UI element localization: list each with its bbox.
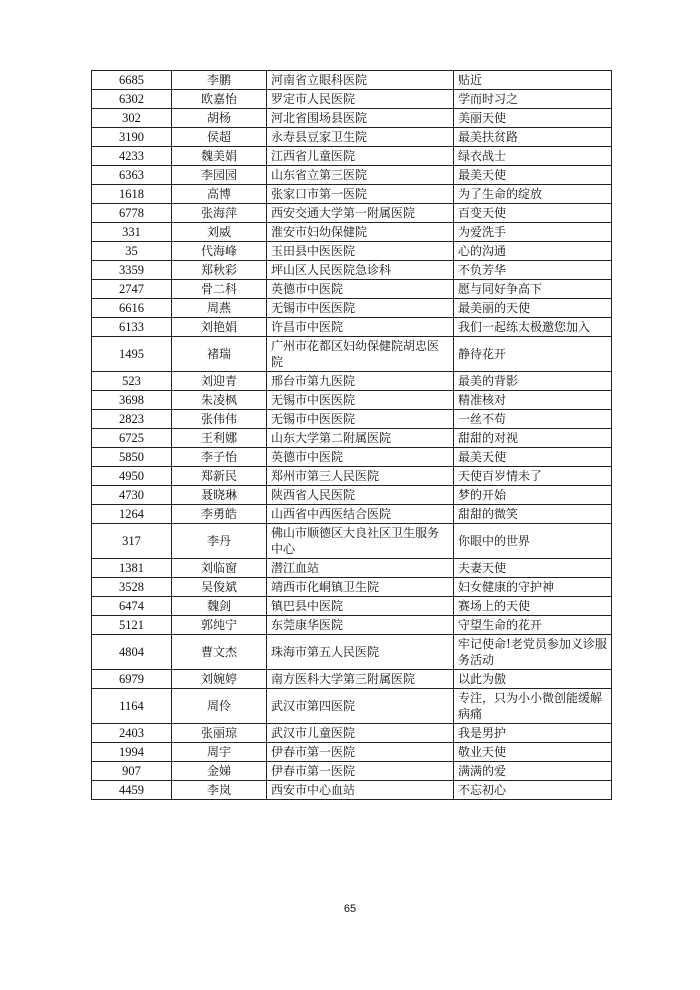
- entry-title: 我们一起练太极邀您加入: [454, 318, 612, 337]
- entry-name: 聂晓琳: [172, 486, 267, 505]
- entry-hospital: 佛山市顺德区大良社区卫生服务中心: [267, 524, 454, 559]
- entry-hospital: 淮安市妇幼保健院: [267, 223, 454, 242]
- entry-title: 守望生命的花开: [454, 616, 612, 635]
- table-row: [92, 578, 612, 597]
- entry-name: 刘婉婷: [172, 670, 267, 689]
- entry-title: 最美天使: [454, 166, 612, 185]
- entry-name: 胡杨: [172, 109, 267, 128]
- entry-id: 6133: [92, 318, 172, 337]
- table-row: [92, 242, 612, 261]
- entry-hospital: 英德市中医院: [267, 280, 454, 299]
- entry-name: 张伟伟: [172, 410, 267, 429]
- entry-title: 学而时习之: [454, 90, 612, 109]
- entry-name: 王利娜: [172, 429, 267, 448]
- table-row: [92, 467, 612, 486]
- entry-name: 李鹏: [172, 71, 267, 90]
- entry-name: 郭纯宁: [172, 616, 267, 635]
- page-number: 65: [343, 903, 357, 915]
- table-row: [92, 781, 612, 800]
- entry-name: 李岚: [172, 781, 267, 800]
- entry-hospital: 邢台市第九医院: [267, 372, 454, 391]
- entry-hospital: 永寿县豆家卫生院: [267, 128, 454, 147]
- table-row: [92, 261, 612, 280]
- entry-hospital: 武汉市第四医院: [267, 689, 454, 724]
- entry-id: 4950: [92, 467, 172, 486]
- entry-hospital: 江西省儿童医院: [267, 147, 454, 166]
- entry-title: 不忘初心: [454, 781, 612, 800]
- entry-id: 3528: [92, 578, 172, 597]
- entry-title: 一丝不苟: [454, 410, 612, 429]
- entry-id: 3190: [92, 128, 172, 147]
- entry-title: 天使百岁情未了: [454, 467, 612, 486]
- entry-id: 4730: [92, 486, 172, 505]
- table-row: [92, 337, 612, 372]
- entry-id: 6778: [92, 204, 172, 223]
- entry-title: 专注，只为小小微创能缓解病痛: [454, 689, 612, 724]
- table-row: [92, 486, 612, 505]
- table-row: [92, 429, 612, 448]
- entry-title: 为爱洗手: [454, 223, 612, 242]
- entry-hospital: 潜江血站: [267, 559, 454, 578]
- entry-id: 3359: [92, 261, 172, 280]
- table-row: [92, 616, 612, 635]
- entry-id: 6725: [92, 429, 172, 448]
- entry-hospital: 山西省中西医结合医院: [267, 505, 454, 524]
- entry-id: 6616: [92, 299, 172, 318]
- entry-title: 精准核对: [454, 391, 612, 410]
- entry-hospital: 山东省立第三医院: [267, 166, 454, 185]
- table-row: [92, 559, 612, 578]
- entry-id: 523: [92, 372, 172, 391]
- entry-id: 1381: [92, 559, 172, 578]
- entry-name: 周伶: [172, 689, 267, 724]
- table-row: [92, 743, 612, 762]
- entry-hospital: 山东大学第二附属医院: [267, 429, 454, 448]
- table-row: [92, 410, 612, 429]
- entry-hospital: 坪山区人民医院急诊科: [267, 261, 454, 280]
- entry-id: 1164: [92, 689, 172, 724]
- entry-title: 梦的开始: [454, 486, 612, 505]
- table-row: [92, 299, 612, 318]
- entry-hospital: 广州市花都区妇幼保健院胡忠医院: [267, 337, 454, 372]
- entry-hospital: 靖西市化峒镇卫生院: [267, 578, 454, 597]
- entry-name: 褚瑞: [172, 337, 267, 372]
- entry-title: 绿衣战士: [454, 147, 612, 166]
- entry-name: 朱凌枫: [172, 391, 267, 410]
- entry-name: 魏剑: [172, 597, 267, 616]
- entry-hospital: 伊春市第一医院: [267, 762, 454, 781]
- entry-id: 1994: [92, 743, 172, 762]
- entry-name: 刘威: [172, 223, 267, 242]
- entry-name: 周宇: [172, 743, 267, 762]
- entry-name: 侯超: [172, 128, 267, 147]
- entry-title: 最美扶贫路: [454, 128, 612, 147]
- entry-title: 愿与同好争高下: [454, 280, 612, 299]
- table-row: [92, 724, 612, 743]
- entry-name: 刘艳娟: [172, 318, 267, 337]
- table-row: [92, 391, 612, 410]
- entry-name: 欧嘉怡: [172, 90, 267, 109]
- entry-title: 甜甜的对视: [454, 429, 612, 448]
- entry-hospital: 西安交通大学第一附属医院: [267, 204, 454, 223]
- entry-title: 牢记使命!老党员参加义诊服务活动: [454, 635, 612, 670]
- table-row: [92, 71, 612, 90]
- table-row: [92, 448, 612, 467]
- table-row: [92, 524, 612, 559]
- entry-id: 317: [92, 524, 172, 559]
- entry-title: 美丽天使: [454, 109, 612, 128]
- entry-id: 6979: [92, 670, 172, 689]
- entry-id: 35: [92, 242, 172, 261]
- entry-id: 3698: [92, 391, 172, 410]
- entry-name: 李园园: [172, 166, 267, 185]
- entry-title: 你眼中的世界: [454, 524, 612, 559]
- entry-hospital: 陕西省人民医院: [267, 486, 454, 505]
- entry-name: 曹文杰: [172, 635, 267, 670]
- table-row: [92, 109, 612, 128]
- entry-name: 代海峰: [172, 242, 267, 261]
- entry-hospital: 罗定市人民医院: [267, 90, 454, 109]
- entry-title: 百变天使: [454, 204, 612, 223]
- entry-id: 2823: [92, 410, 172, 429]
- table-row: [92, 372, 612, 391]
- entry-hospital: 许昌市中医院: [267, 318, 454, 337]
- table-row: [92, 635, 612, 670]
- entry-id: 1618: [92, 185, 172, 204]
- entry-hospital: 珠海市第五人民医院: [267, 635, 454, 670]
- table-row: [92, 505, 612, 524]
- entry-title: 满满的爱: [454, 762, 612, 781]
- table-row: [92, 318, 612, 337]
- entry-name: 李丹: [172, 524, 267, 559]
- entry-name: 刘迎青: [172, 372, 267, 391]
- entry-id: 5850: [92, 448, 172, 467]
- entry-hospital: 武汉市儿童医院: [267, 724, 454, 743]
- entry-name: 刘临窗: [172, 559, 267, 578]
- entry-hospital: 玉田县中医医院: [267, 242, 454, 261]
- entry-id: 6363: [92, 166, 172, 185]
- entry-title: 静待花开: [454, 337, 612, 372]
- entry-title: 最美丽的天使: [454, 299, 612, 318]
- entry-id: 6474: [92, 597, 172, 616]
- entry-name: 郑秋彩: [172, 261, 267, 280]
- entry-name: 周燕: [172, 299, 267, 318]
- entry-hospital: 西安市中心血站: [267, 781, 454, 800]
- entries-table: [91, 70, 612, 800]
- entry-name: 骨二科: [172, 280, 267, 299]
- entry-hospital: 无锡市中医医院: [267, 299, 454, 318]
- entry-hospital: 东莞康华医院: [267, 616, 454, 635]
- entry-name: 金娣: [172, 762, 267, 781]
- entry-hospital: 南方医科大学第三附属医院: [267, 670, 454, 689]
- entry-title: 以此为傲: [454, 670, 612, 689]
- entry-hospital: 无锡市中医医院: [267, 391, 454, 410]
- entry-title: 妇女健康的守护神: [454, 578, 612, 597]
- table-row: [92, 762, 612, 781]
- entry-name: 高博: [172, 185, 267, 204]
- entry-id: 2747: [92, 280, 172, 299]
- table-row: [92, 689, 612, 724]
- table-row: [92, 280, 612, 299]
- table-row: [92, 670, 612, 689]
- entry-id: 4804: [92, 635, 172, 670]
- entry-name: 李勇皓: [172, 505, 267, 524]
- entry-title: 心的沟通: [454, 242, 612, 261]
- entry-hospital: 英德市中医院: [267, 448, 454, 467]
- entry-name: 张丽琼: [172, 724, 267, 743]
- entry-id: 1264: [92, 505, 172, 524]
- entry-hospital: 河南省立眼科医院: [267, 71, 454, 90]
- entry-name: 张海萍: [172, 204, 267, 223]
- table-row: [92, 223, 612, 242]
- entry-name: 郑新民: [172, 467, 267, 486]
- entry-id: 6302: [92, 90, 172, 109]
- entry-id: 2403: [92, 724, 172, 743]
- entry-title: 不负芳华: [454, 261, 612, 280]
- table-row: [92, 204, 612, 223]
- entry-id: 302: [92, 109, 172, 128]
- entry-title: 我是男护: [454, 724, 612, 743]
- entry-title: 赛场上的天使: [454, 597, 612, 616]
- table-row: [92, 147, 612, 166]
- entry-hospital: 镇巴县中医院: [267, 597, 454, 616]
- table-row: [92, 597, 612, 616]
- entry-id: 4459: [92, 781, 172, 800]
- table-row: [92, 90, 612, 109]
- entry-name: 魏美娟: [172, 147, 267, 166]
- entry-title: 最美天使: [454, 448, 612, 467]
- entry-id: 4233: [92, 147, 172, 166]
- entry-name: 吴俊斌: [172, 578, 267, 597]
- entry-id: 331: [92, 223, 172, 242]
- entry-id: 907: [92, 762, 172, 781]
- entry-title: 最美的背影: [454, 372, 612, 391]
- table-row: [92, 185, 612, 204]
- entry-hospital: 河北省围场县医院: [267, 109, 454, 128]
- entry-hospital: 郑州市第三人民医院: [267, 467, 454, 486]
- entry-hospital: 无锡市中医医院: [267, 410, 454, 429]
- entry-hospital: 伊春市第一医院: [267, 743, 454, 762]
- entry-id: 1495: [92, 337, 172, 372]
- table-row: [92, 166, 612, 185]
- entry-title: 贴近: [454, 71, 612, 90]
- entry-title: 为了生命的绽放: [454, 185, 612, 204]
- entry-hospital: 张家口市第一医院: [267, 185, 454, 204]
- entry-title: 甜甜的微笑: [454, 505, 612, 524]
- entry-id: 5121: [92, 616, 172, 635]
- entry-title: 夫妻天使: [454, 559, 612, 578]
- entry-name: 李子怡: [172, 448, 267, 467]
- entry-id: 6685: [92, 71, 172, 90]
- table-row: [92, 128, 612, 147]
- entries-table-body: [92, 71, 612, 800]
- entry-title: 敬业天使: [454, 743, 612, 762]
